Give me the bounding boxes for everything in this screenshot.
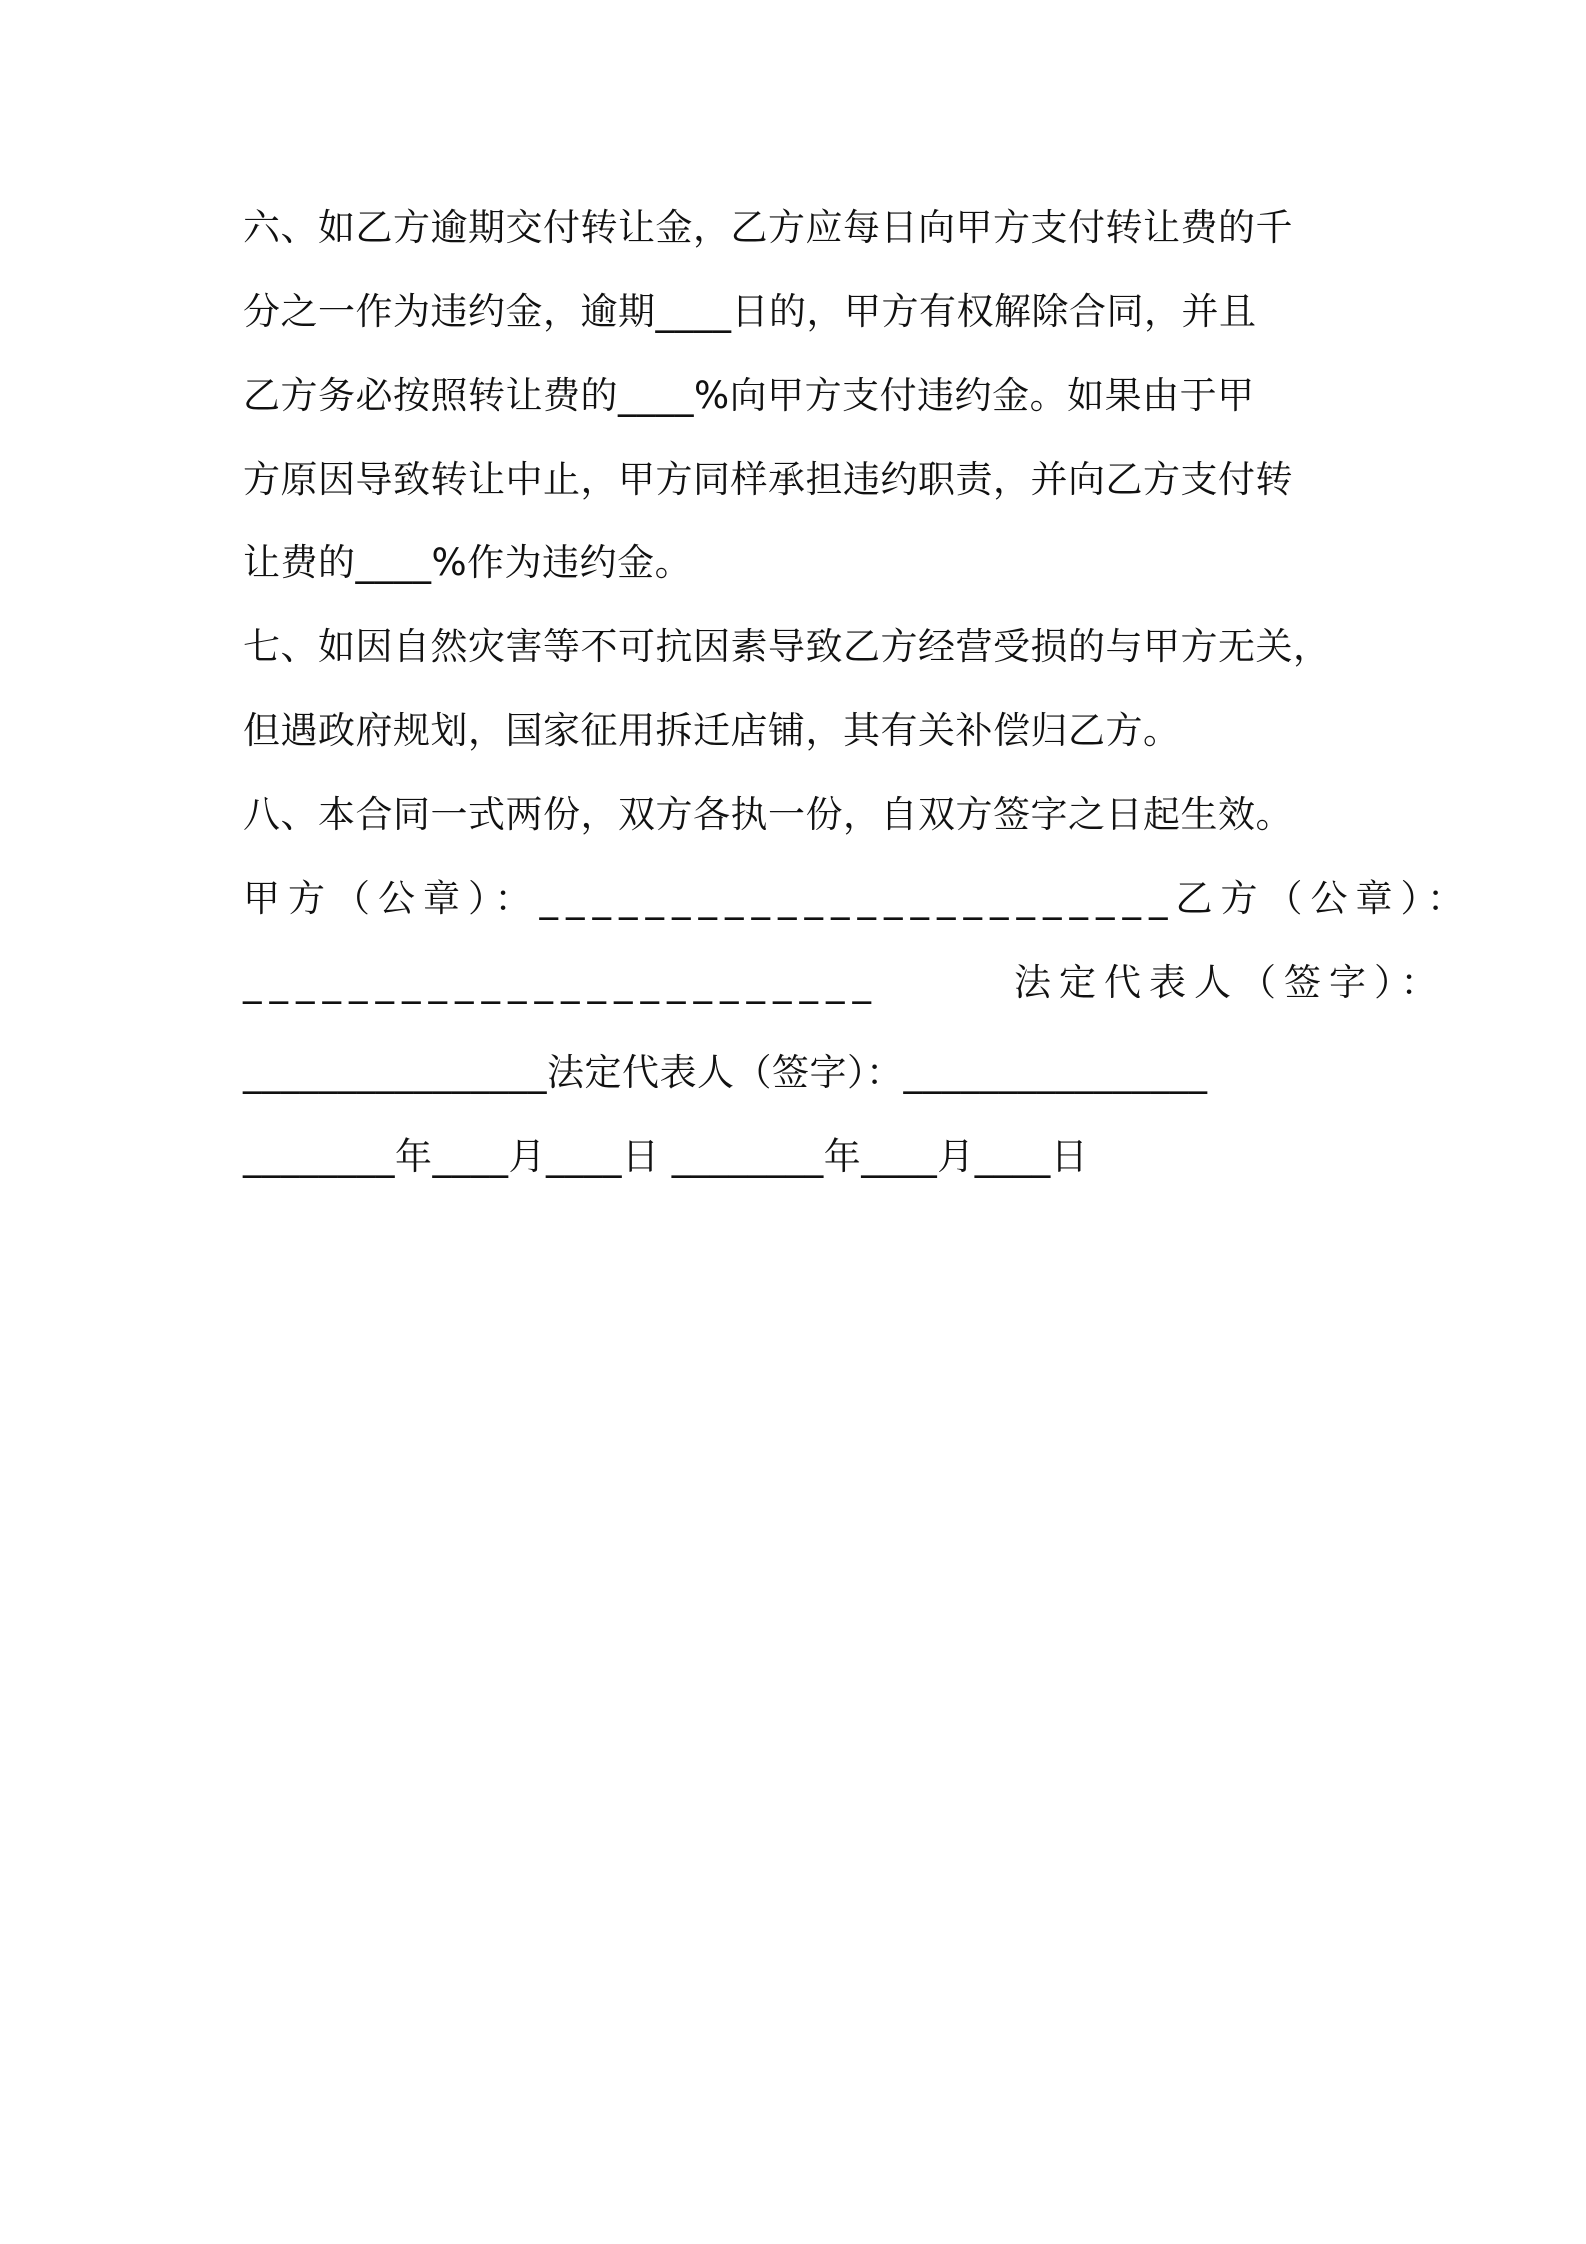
clause-6-line-2: 分之一作为违约金，逾期____日的，甲方有权解除合同，并且 [243, 290, 1257, 333]
clause-8-line: 八、本合同一式两份，双方各执一份，自双方签字之日起生效。 [243, 793, 1293, 836]
clause-6-line-4: 方原因导致转让中止，甲方同样承担违约职责，并向乙方支付转 [243, 458, 1293, 501]
clause-6-line-3: 乙方务必按照转让费的____%向甲方支付违约金。如果由于甲 [243, 374, 1255, 417]
party-seal-line: 甲方（公章）：________________________乙方（公章）： [243, 877, 1472, 920]
clause-6-line-5: 让费的____%作为违约金。 [243, 541, 693, 584]
clause-6-line-1: 六、如乙方逾期交付转让金，乙方应每日向甲方支付转让费的千 [243, 206, 1293, 249]
signature-date-line: ________年____月____日 ________年____月____日 [243, 1135, 1089, 1178]
clause-7-line-1: 七、如因自然灾害等不可抗因素导致乙方经营受损的与甲方无关， [243, 625, 1331, 668]
representative-line-1: ________________________ 法定代表人（签字）： [243, 961, 1446, 1004]
representative-line-2: ________________法定代表人（签字）：________________ [243, 1051, 1208, 1094]
clause-7-line-2: 但遇政府规划，国家征用拆迁店铺，其有关补偿归乙方。 [243, 709, 1181, 752]
